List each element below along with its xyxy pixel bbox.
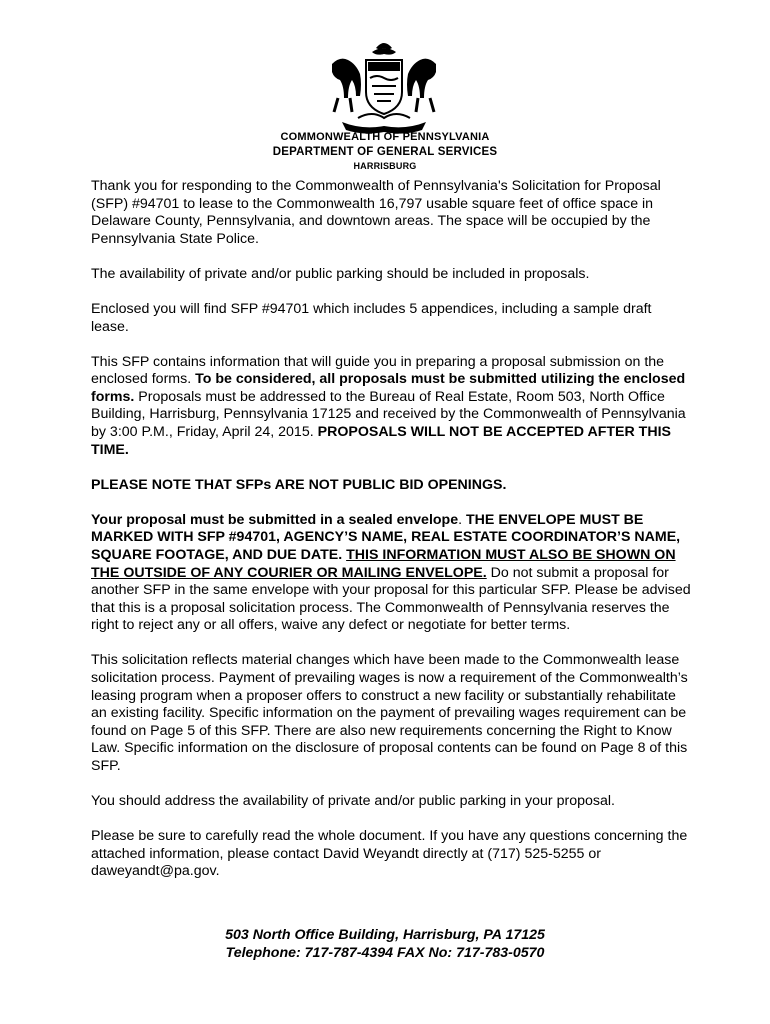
paragraph-material-changes: This solicitation reflects material changes which have been made to the Commonwealth lease solicitation process. Payment of prevailing wages is now a requirement of the Commonwealth’s leasing program when a proposer offers to construct a new facility or substantially rehabilitate an existing facility. Specific information on the payment of prevailing wages requirement can be found on Page 5 of this SFP. There are also new requirements concerning the Right to Know Law. Specific information on the disclosure of proposal contents can be found on Page 8 of this SFP. xyxy=(91,652,688,775)
pennsylvania-state-seal-icon xyxy=(322,38,446,134)
submission-text-2: Proposals must be addressed to the Bureau of Real Estate, Room 503, North Office Building, Harrisburg, Pennsylvania 17125 and received by the Commonwealth of Pennsylvania by 3:00 P.M., Friday, April 24, 2015. xyxy=(91,388,686,441)
paragraph-parking-note: The availability of private and/or public parking should be included in proposals. xyxy=(91,265,590,282)
footer-address: 503 North Office Building, Harrisburg, PA 17125 xyxy=(225,927,545,943)
header-city: HARRISBURG xyxy=(353,161,417,171)
envelope-text-sep: . xyxy=(458,511,467,528)
paragraph-bid-notice: PLEASE NOTE THAT SFPs ARE NOT PUBLIC BID OPENINGS. xyxy=(91,476,507,493)
letter-footer xyxy=(0,927,770,962)
paragraph-contact: Please be sure to carefully read the whole document. If you have any questions concerning the attached information, please contact David Weyandt directly at (717) 525-5255 or daweyandt@pa.gov. xyxy=(91,828,688,880)
header-department: DEPARTMENT OF GENERAL SERVICES xyxy=(272,146,498,158)
paragraph-envelope-instructions xyxy=(91,512,691,635)
footer-phone-fax: Telephone: 717-787-4394 FAX No: 717-783-0570 xyxy=(225,944,545,961)
envelope-text-rest: Do not submit a proposal for another SFP in the same envelope with your proposal for this particular SFP. Please be advised that this is a proposal solicitation process. The Commonwealth of Pennsylvania reserves the right to reject any or all offers, waive any defect or negotiate for better terms. xyxy=(91,564,691,634)
envelope-marking-requirement: THE ENVELOPE MUST BE MARKED WITH SFP #94701, AGENCY’S NAME, REAL ESTATE COORDINATOR’S NAME, SQUARE FOOTAGE, AND DUE DATE. xyxy=(91,511,681,563)
paragraph-intro: Thank you for responding to the Commonwealth of Pennsylvania's Solicitation for Proposal (SFP) #94701 to lease to the Commonwealth 16,797 usable square feet of office space in Delaware County, Pennsylvania, and downtown areas. The space will be occupied by the Pennsylvania State Police. xyxy=(91,178,661,247)
submission-requirement: To be considered, all proposals must be submitted utilizing the enclosed forms. xyxy=(91,371,686,405)
paragraph-enclosure: Enclosed you will find SFP #94701 which includes 5 appendices, including a sample draft lease. xyxy=(91,300,652,335)
header-commonwealth: COMMONWEALTH OF PENNSYLVANIA xyxy=(280,131,490,143)
submission-text-1: This SFP contains information that will guide you in preparing a proposal submission on the enclosed forms. xyxy=(91,353,665,388)
letter-body xyxy=(91,178,691,899)
courier-envelope-requirement: THIS INFORMATION MUST ALSO BE SHOWN ON THE OUTSIDE OF ANY COURIER OR MAILING ENVELOPE. xyxy=(91,547,676,581)
paragraph-parking-reminder: You should address the availability of private and/or public parking in your proposal. xyxy=(91,793,615,810)
submission-deadline-warning: PROPOSALS WILL NOT BE ACCEPTED AFTER THIS TIME. xyxy=(91,424,671,458)
paragraph-submission-instructions xyxy=(91,354,691,460)
sealed-envelope-requirement: Your proposal must be submitted in a sealed envelope xyxy=(91,511,459,528)
